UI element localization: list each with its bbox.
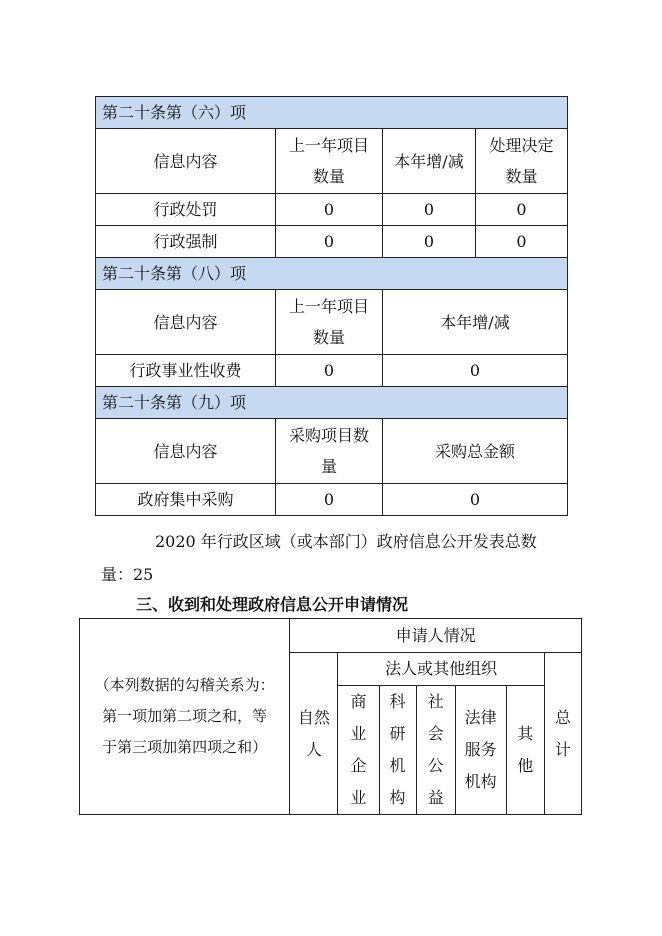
- column-header-procurement-total: 采购总金额: [383, 419, 568, 484]
- relation-note: （本列数据的勾稽关系为： 第一项加第二项之和，等 于第三项加第四项之和）: [80, 619, 290, 815]
- cell-value: 0: [476, 194, 568, 226]
- column-header-annual-change: 本年增/减: [383, 129, 476, 194]
- table-row: [96, 226, 568, 258]
- commercial-enterprise-header: 商 业 企 业: [338, 686, 379, 815]
- column-header-info-content: 信息内容: [96, 129, 276, 194]
- cell-value: 0: [476, 226, 568, 258]
- disclosure-stats-table: [95, 96, 568, 516]
- table-row: [96, 484, 568, 516]
- table-row: [96, 355, 568, 387]
- legal-service-header: 法律 服务 机构: [455, 686, 506, 815]
- section-title: 三、收到和处理政府信息公开申请情况: [136, 595, 409, 614]
- natural-person-header: 自然 人: [290, 653, 338, 815]
- column-header-info-content: 信息内容: [96, 419, 276, 484]
- row-label: 行政强制: [96, 226, 276, 258]
- section-header-article20-8: 第二十条第（八）项: [96, 258, 568, 290]
- column-header-prev-year-count: 上一年项目 数量: [276, 129, 383, 194]
- application-stats-table: [79, 618, 582, 815]
- column-header-decision-count: 处理决定 数量: [476, 129, 568, 194]
- row-label: 行政处罚: [96, 194, 276, 226]
- summary-text-line2: 量：25: [101, 565, 154, 584]
- cell-value: 0: [383, 484, 568, 516]
- cell-value: 0: [276, 484, 383, 516]
- row-label: 政府集中采购: [96, 484, 276, 516]
- cell-value: 0: [383, 194, 476, 226]
- social-welfare-header: 社 会 公 益: [416, 686, 455, 815]
- row-label: 行政事业性收费: [96, 355, 276, 387]
- table-row: [96, 194, 568, 226]
- cell-value: 0: [276, 194, 383, 226]
- summary-text-line1: 2020 年行政区域（或本部门）政府信息公开发表总数: [155, 532, 537, 551]
- section-header-article20-9: 第二十条第（九）项: [96, 387, 568, 419]
- cell-value: 0: [383, 226, 476, 258]
- cell-value: 0: [276, 355, 383, 387]
- total-header: 总 计: [544, 653, 581, 815]
- section-header-article20-6: 第二十条第（六）项: [96, 97, 568, 129]
- legal-org-header: 法人或其他组织: [338, 653, 544, 686]
- other-org-header: 其 他: [506, 686, 544, 815]
- applicant-header: 申请人情况: [290, 619, 582, 653]
- cell-value: 0: [276, 226, 383, 258]
- column-header-info-content: 信息内容: [96, 290, 276, 355]
- cell-value: 0: [383, 355, 568, 387]
- column-header-prev-year-count: 上一年项目 数量: [276, 290, 383, 355]
- research-institution-header: 科 研 机 构: [379, 686, 416, 815]
- column-header-procurement-count: 采购项目数 量: [276, 419, 383, 484]
- column-header-annual-change: 本年增/减: [383, 290, 568, 355]
